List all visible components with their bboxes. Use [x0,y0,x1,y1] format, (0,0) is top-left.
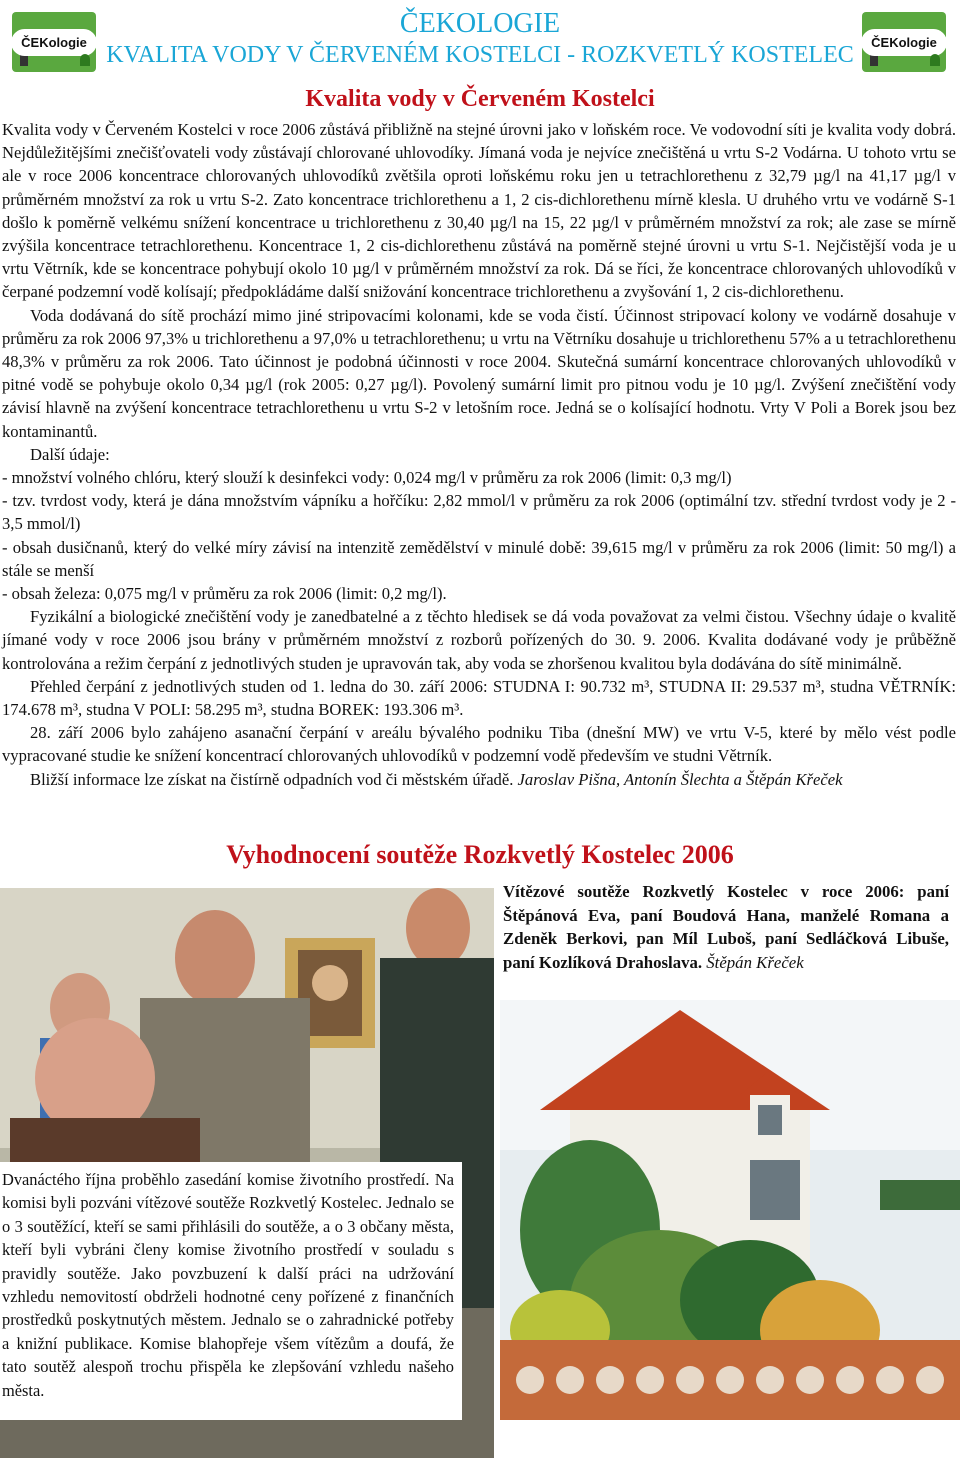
paragraph: Voda dodávaná do sítě prochází mimo jiné stripovacími kolonami, kde se voda čistí. Účinnost stripovací kolony ve vodárně dosahuje v průměru za rok 2006 97,3% u trichlorethenu a 97,0% u tetrachlorethenu; u vrtu na Větrníku dosahuje u trichlorethenu 57% a u tetrachlorethenu 48,3% v průměru za rok 2006. Tato účinnost je podobná účinnosti v roce 2004. Skutečná sumární koncentrace chlorovaných uhlovodíků v pitné vodě se pohybuje okolo 0,34 µg/l (rok 2005: 0,27 µg/l). Povolený sumární limit pro pitnou vodu je 10 µg/l. Zvýšení znečištění vody závisí hlavně na zvýšení koncentrace tetrachlorethenu u vrtu S-2 v letošním roce. Jedná se o kolísající hodnotu. Vrty V Poli a Borek jsou bez kontaminantů. [2,305,956,441]
article-water-body [2,118,956,791]
page-header [0,0,960,80]
logo-text: ČEKologie [11,29,97,56]
winners-text: Vítězové soutěže Rozkvetlý Kostelec v roce 2006: paní Štěpánová Eva, paní Boudová Hana, manželé Romana a Zdeněk Berkovi, pan Míl Luboš, paní Sedláčková Libuše, paní Kozlíková Drahoslava. [503,882,949,972]
winners-box [503,880,949,974]
winners-author: Štěpán Křeček [706,952,804,972]
list-item: - množství volného chlóru, který slouží k desinfekci vody: 0,024 mg/l v průměru za rok 2006 (limit: 0,3 mg/l) [2,468,732,488]
paragraph: Přehled čerpání z jednotlivých studen od 1. ledna do 30. září 2006: STUDNA I: 90.732 m³, STUDNA II: 29.537 m³, studna VĚTRNÍK: 174.678 m³, studna V POLI: 58.295 m³, studna BOREK: 193.306 m³. [2,676,956,720]
article-title-water: Kvalita vody v Červeném Kostelci [305,86,655,112]
house-photo [500,1000,960,1420]
list-item: - obsah dusičnanů, který do velké míry závisí na intenzitě zemědělství v minulé době: 39,615 mg/l v průměru za rok 2006 (limit: 50 mg/l) a stále se menší [2,537,956,580]
cekologie-logo-right [862,12,946,72]
paragraph-closing [2,768,956,791]
page-subtitle: KVALITA VODY V ČERVENÉM KOSTELCI - ROZKVETLÝ KOSTELEC [106,42,854,68]
tree-icon [930,54,940,66]
list-item: - tzv. tvrdost vody, která je dána množstvím vápníku a hořčíku: 2,82 mmol/l v průměru za rok 2006 (optimální tzv. střední tvrdost vody je 2 - 3,5 mmol/l) [2,491,956,534]
logo-text: ČEKologie [861,29,947,56]
paragraph: Kvalita vody v Červeném Kostelci v roce 2006 zůstává přibližně na stejné úrovni jako v loňském roce. Ve vodovodní síti je kvalita vody dobrá. Nejdůležitějšími znečišťovateli vody zůstávají chlorované uhlovodíky. Jímaná voda je nejvíce znečištěná u vrtu S-2 Vodárna. U tohoto vrtu se ale v roce 2006 koncentrace chlorovaných uhlovodíků zvětšila oproti loňskému roku jen u tetrachlorethenu z 32,79 µg/l na 41,17 µg/l v průměrném množství za rok u vrtu S-2. Zato koncentrace trichlorethenu a 1, 2 cis-dichlorethenu mírně klesla. U druhého vrtu ve vodárně S-1 došlo k poměrně velkému snížení koncentrace u trichlorethenu z 30,40 µg/l na 15, 22 µg/l v průměrném množství za rok; ale zase se mírně zvýšila koncentrace tetrachlorethenu. Koncentrace 1, 2 cis-dichlorethenu zůstává na poměrně stejné úrovni u vrtu S-1. Nejčistější voda je u vrtu Větrník, kde se koncentrace pohybují okolo 10 µg/l v průměrném množství za rok. Dá se říci, že koncentrace chlorovaných uhlovodíků v čerpané podzemní vodě kolísají; předpokládáme další snižování koncentrace trichlorethenu a zvyšování 1, 2 cis-dichlorethenu. [2,120,956,302]
article-competition-body: Dvanáctého října proběhlo zasedání komise životního prostředí. Na komisi byli pozváni vítězové soutěže Rozkvetlý Kostelec. Jednalo se o 3 soutěžící, kteří se sami přihlásili do soutěže, a o 3 občany města, kteří byli vybráni členy komise životního prostředí v souladu s pravidly soutěže. Jako povzbuzení k další práci na udržování vzhledu nemovitostí obdrželi hodnotné ceny pořízené z finančních prostředků poskytnutých městem. Jednalo se o zahradnické potřeby a knižní publikace. Komise blahopřeje všem vítězům a doufá, že tato soutěž alespoň trochu přispěla ke zlepšování vzhledu našeho města. [2,1170,454,1400]
paragraph: Bližší informace lze získat na čistírně odpadních vod či městském úřadě. [30,769,514,789]
list-item: - obsah železa: 0,075 mg/l v průměru za rok 2006 (limit: 0,2 mg/l). [2,584,447,604]
paragraph: 28. září 2006 bylo zahájeno asanační čerpání v areálu bývalého podniku Tiba (dnešní MW) ve vrtu V-5, které by mělo vést podle vypracované studie ke snížení koncentrací chlorovaných uhlovodíků v podzemní vodě především ve studni Větrník. [2,723,956,766]
paragraph: Fyzikální a biologické znečištění vody je zanedbatelné a z těchto hledisek se dá voda považovat za velmi čistou. Všechny údaje o kvalitě jímané vody v roce 2006 jsou brány v průměrném množství z rozborů pořízených do 30. 9. 2006. Kvalita dodávané vody je průběžně kontrolována a režim čerpání z jednotlivých studen je upravován tak, aby voda se zhoršenou kvalitou byla dodávána do sítě minimálně. [2,607,956,673]
authors: Jaroslav Pišna, Antonín Šlechta a Štěpán Křeček [517,769,843,789]
page-title: ČEKOLOGIE [399,8,561,39]
paragraph: Další údaje: [30,444,110,464]
article-title-competition: Vyhodnocení soutěže Rozkvetlý Kostelec 2006 [226,840,734,869]
